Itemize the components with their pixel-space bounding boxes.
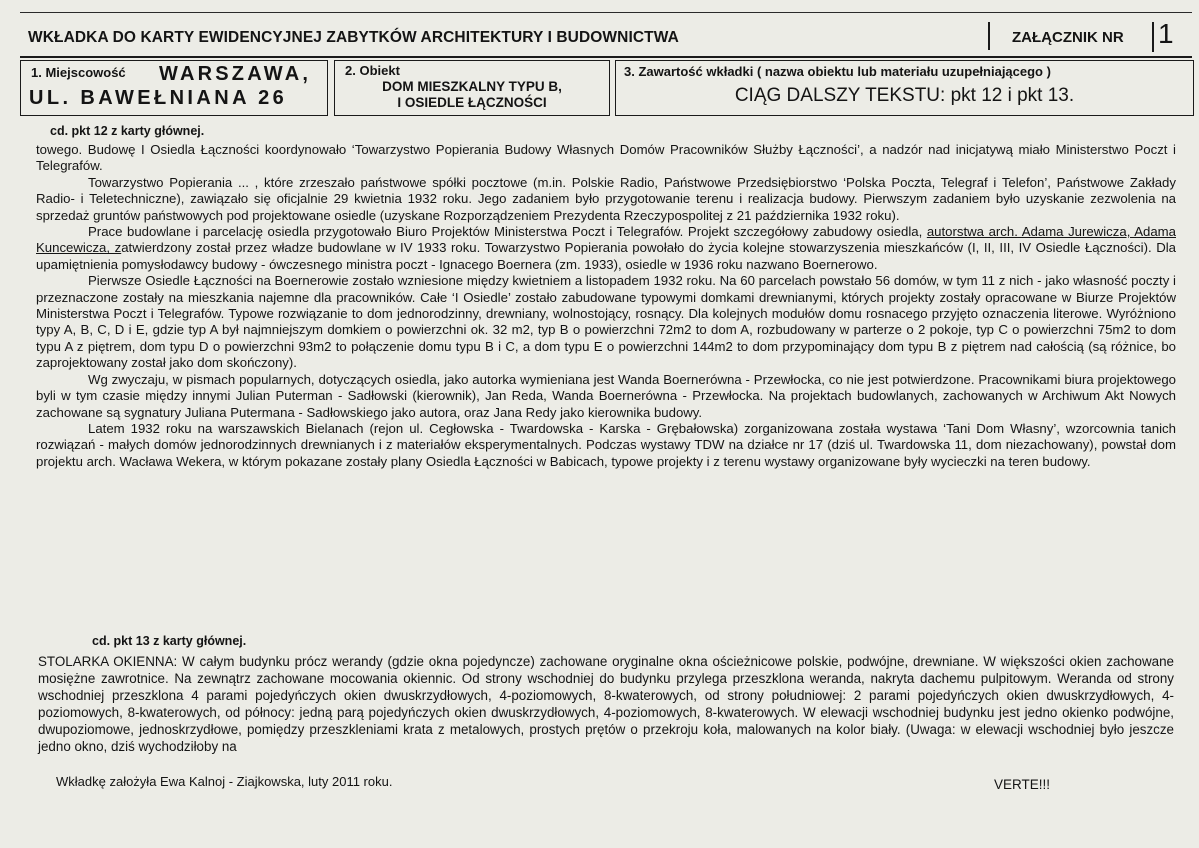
verte-note: VERTE!!!	[994, 777, 1051, 792]
location-city: WARSZAWA,	[159, 63, 312, 85]
location-street: UL. BAWEŁNIANA 26	[29, 87, 288, 109]
contents-field	[615, 60, 1194, 116]
object-label: 2. Obiekt	[345, 63, 400, 78]
form-title: WKŁADKA DO KARTY EWIDENCYJNEJ ZABYTKÓW ARCHITEKTURY I BUDOWNICTWA	[28, 29, 679, 46]
paragraph-text: Prace budowlane i parcelację osiedla przygotowało Biuro Projektów Ministerstwa Poczt i Telegrafów. Projekt szczegółowy zabudowy osiedla,	[88, 224, 927, 240]
location-field	[20, 60, 328, 116]
paragraph: towego. Budowę I Osiedla Łączności koordynowało ‘Towarzystwo Popierania Budowy Własnych Domów Pracowników Służby Łączności’, a nadzór nad inicjatywą miało Ministerstwo Poczt i Telegrafów.	[36, 142, 1176, 174]
object-name-line-2: I OSIEDLE ŁĄCZNOŚCI	[397, 95, 547, 110]
paragraph	[36, 224, 1176, 273]
top-rule	[20, 12, 1192, 13]
contents-value: CIĄG DALSZY TEKSTU: pkt 12 i pkt 13.	[734, 85, 1075, 106]
annex-divider	[1152, 22, 1154, 52]
paragraph: Pierwsze Osiedle Łączności na Boernerowie zostało wzniesione między kwietniem a listopadem 1932 roku. Na 60 parcelach powstało 56 domów, w tym 11 z nich - jako własność poczty i przeznaczone zostały na mieszkania najemne dla pracowników. Całe ‘I Osiedle’ zostało zabudowane typowymi domkami drewnianymi, których projekty zostały opracowane w Biurze Projektów Ministerstwa Poczt i Telegrafów. Typowe rozwiązanie to dom jednorodzinny, drewniany, wolnostojący, rosnący. Dla kolejnych modułów domu rosnacego przyjęto oznaczenia literowe. Wyróżniono typy A, B, C, D i E, gdzie typ A był najmniejszym domkiem o powierzchni ok. 32 m2, typ B o powierzchni 72m2 to dom A, rozbudowany w parterze o 2 pokoje, typ C o powierzchni 75m2 to dom typu A z piętrem, dom typu D o powierzchni 93m2 to połączenie domu typu B i C, a dom typu E o powierzchni 144m2 to dom przypominający dom typu B z piętrem nad całością (są różnice, bo zaprojektowany został jako dom skończony).	[36, 273, 1176, 371]
paragraph: Wg zwyczaju, w pismach popularnych, dotyczących osiedla, jako autorka wymieniana jest Wanda Boernerówna - Przewłocka, co nie jest potwierdzone. Pracownikami biura projektowego byli w tym czasie między innymi Julian Puterman - Sadłowski (kierownik), Jan Reda, Wanda Boernerówna - Przewłocka. Na projektach budowlanych, zachowanych w Archiwum Akt Nowych zachowane są sygnatury Juliana Putermana - Sadłowskiego jako autora, oraz Jana Redy jako kierownika budowy.	[36, 371, 1176, 420]
paragraph-text: atwierdzony został przez władze budowlane w IV 1933 roku. Towarzystwo Popierania powołało do życia kolejne stowarzyszenia mieszkańców (I, II, III, IV Osiedle Łączności). Dla upamiętnienia pomysłodawcy budowy - ówczesnego ministra poczt - Ignacego Boernera (zm. 1933), osiedle w 1936 roku nazwano Boernerowo.	[36, 240, 1176, 272]
section-12-heading: cd. pkt 12 z karty głównej.	[50, 124, 205, 138]
paragraph: Latem 1932 roku na warszawskich Bielanach (rejon ul. Cegłowska - Twardowska - Karska - Grębałowska) zorganizowana została wystawa ‘Tani Dom Własny’, wzorcownia tanich rozwiązań - małych domów jednorodzinnych drewnianych i z materiałów eksperymentalnych. Podczas wystawy TDW na działce nr 17 (dziś ul. Twardowska 11, dom niezachowany), powstał dom projektu arch. Wacława Wekera, w którym pokazane zostały plany Osiedla Łączności w Babicach, typowe projekty i z terenu wystawy organizowane były wycieczki na teren budowy.	[36, 420, 1176, 469]
annex-number: 1	[1158, 18, 1174, 49]
header-rule	[20, 56, 1192, 58]
location-label: 1. Miejscowość	[31, 65, 126, 80]
annex-label: ZAŁĄCZNIK NR	[1012, 29, 1124, 46]
header-divider	[988, 22, 990, 50]
paragraph: Towarzystwo Popierania ... , które zrzeszało państwowe spółki pocztowe (m.in. Polskie Radio, Państwowe Przedsiębiorstwo ‘Polska Poczta, Telegraf i Telefon’, Państwowe Zakłady Radio- i Teletechniczne), zawiązało się oficjalnie 29 kwietnia 1932 roku. Jego zadaniem było przygotowanie terenu i realizacja budowy. Pierwszym zadaniem było uzyskanie zezwolenia na sprzedaż gruntów państwowych pod projektowane osiedle (uzyskane Rozporządzeniem Prezydenta Rzeczypospolitej z 21 października 1932 roku).	[36, 174, 1176, 223]
section-13-heading: cd. pkt 13 z karty głównej.	[92, 634, 247, 648]
contents-label: 3. Zawartość wkładki ( nazwa obiektu lub materiału uzupełniającego )	[624, 64, 1051, 79]
object-field	[334, 60, 610, 116]
author-note: Wkładkę założyła Ewa Kalnoj - Ziajkowska, luty 2011 roku.	[56, 774, 393, 789]
authors-underlined: autorstwa arch. Adama Jurewicza, Adama Kuncewicza, z	[36, 224, 1176, 256]
section-12-text	[36, 142, 1176, 470]
section-13-text: STOLARKA OKIENNA: W całym budynku prócz werandy (gdzie okna pojedyncze) zachowane oryginalne okna ościeżnicowe polskie, podwójne, drewniane. W większości okien zachowane mosiężne zawrotnice. Na zewnątrz zachowane mocowania okiennic. Od strony wschodniej do budynku przylega przeszklona weranda, nakryta dachemu pulpitowym. Weranda od strony wschodniej przeszklona 4 parami pojedyńczych okien dwuskrzydłowych, 4-poziomowych, 8-kwaterowych, od strony południowej: 2 parami pojedyńczych okien dwuskrzydłowych, 4-poziomowych, 8-kwaterowych, od północy: jedną parą pojedyńczych okien dwuskrzydłowych, 4-poziomowych, 8-kwaterowych. W elewacji wschodniej budynku jest jedno okienko podwójne, dwupoziomowe, jednoskrzydłowe, pomiędzy przeszkleniami krata z metalowych, prostych prętów o przekroju koła, malowanych na kolor biały. (Uwaga: w elewacji wschodniej było jeszcze jedno okno, dziś wychodziłoby na	[38, 654, 1174, 754]
object-name-line-1: DOM MIESZKALNY TYPU B,	[382, 79, 562, 94]
